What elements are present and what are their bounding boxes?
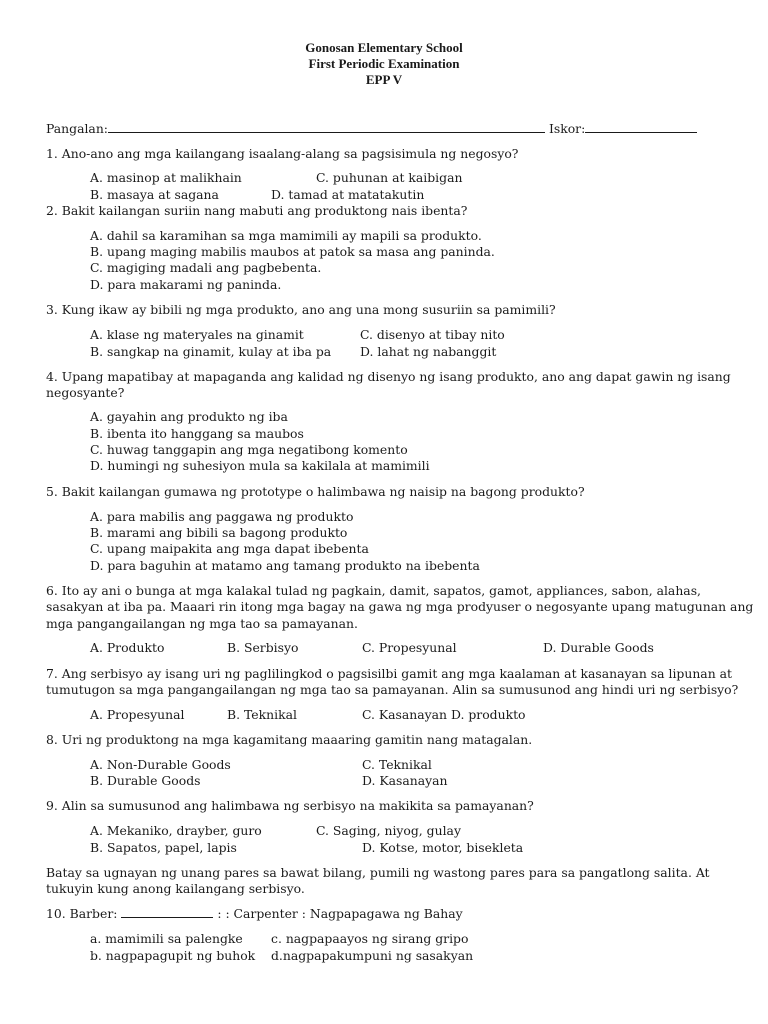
q10-choice-c: c. nagpapaayos ng sirang gripo — [271, 931, 469, 946]
question-5-stem: 5. Bakit kailangan gumawa ng prototype o halimbawa ng naisip na bagong produkto? — [46, 484, 585, 499]
question-6-stem-line1: 6. Ito ay ani o bunga at mga kalakal tulad ng pagkain, damit, sapatos, gamot, appliances, sabon, alahas, — [46, 583, 701, 598]
q9-choice-a: A. Mekaniko, drayber, guro — [90, 823, 262, 838]
q5-choice-a: A. para mabilis ang paggawa ng produkto — [90, 509, 354, 524]
q10-prefix: 10. Barber: — [46, 906, 118, 921]
question-1-stem: 1. Ano-ano ang mga kailangang isaalang-alang sa pagsisimula ng negosyo? — [46, 146, 519, 161]
question-7-stem-line2: tumutugon sa mga pangangailangan ng mga tao sa pamayanan. Alin sa sumusunod ang hindi uri ng serbisyo? — [46, 682, 739, 697]
q6-choice-d: D. Durable Goods — [543, 640, 654, 655]
question-2-stem: 2. Bakit kailangan suriin nang mabuti ang produktong nais ibenta? — [46, 203, 468, 218]
q10-choice-b: b. nagpapagupit ng buhok — [90, 948, 256, 963]
subject-title: EPP V — [365, 72, 403, 87]
question-9-stem: 9. Alin sa sumusunod ang halimbawa ng serbisyo na makikita sa pamayanan? — [46, 798, 534, 813]
score-label: Iskor: — [548, 121, 586, 136]
q9-choice-c: C. Saging, niyog, gulay — [316, 823, 461, 838]
question-4-stem-line1: 4. Upang mapatibay at mapaganda ang kalidad ng disenyo ng isang produkto, ano ang dapat gawin ng isang — [46, 369, 731, 384]
q5-choice-d: D. para baguhin at matamo ang tamang produkto na ibebenta — [90, 558, 480, 573]
q7-choice-c-d: C. Kasanayan D. produkto — [362, 707, 526, 722]
q5-choice-b: B. marami ang bibili sa bagong produkto — [90, 525, 348, 540]
q6-choice-a: A. Produkto — [90, 640, 165, 655]
q4-choice-a: A. gayahin ang produkto ng iba — [90, 409, 288, 424]
question-6-stem-line3: mga pangangailangan ng mga tao sa pamayanan. — [46, 616, 358, 631]
name-label: Pangalan: — [46, 121, 108, 136]
q7-choice-a: A. Propesyunal — [90, 707, 185, 722]
name-blank[interactable] — [108, 121, 545, 133]
q10-suffix: : : Carpenter : Nagpapagawa ng Bahay — [217, 906, 463, 921]
q6-choice-c: C. Propesyunal — [362, 640, 457, 655]
exam-title: First Periodic Examination — [308, 56, 460, 71]
q7-choice-b: B. Teknikal — [227, 707, 297, 722]
school-name: Gonosan Elementary School — [305, 40, 463, 55]
q1-choice-a: A. masinop at malikhain — [90, 170, 242, 185]
question-3-stem: 3. Kung ikaw ay bibili ng mga produkto, ano ang una mong susuriin sa pamimili? — [46, 302, 556, 317]
q8-choice-d: D. Kasanayan — [362, 773, 448, 788]
q3-choice-c: C. disenyo at tibay nito — [360, 327, 505, 342]
q5-choice-c: C. upang maipakita ang mga dapat ibebenta — [90, 541, 369, 556]
q3-choice-b: B. sangkap na ginamit, kulay at iba pa — [90, 344, 332, 359]
q10-choice-a: a. mamimili sa palengke — [90, 931, 243, 946]
q3-choice-a: A. klase ng materyales na ginamit — [90, 327, 304, 342]
instructions-line1: Batay sa ugnayan ng unang pares sa bawat bilang, pumili ng wastong pares para sa pangatlong salita. At — [46, 865, 710, 880]
question-8-stem: 8. Uri ng produktong na mga kagamitang maaaring gamitin nang matagalan. — [46, 732, 533, 747]
q1-choice-b: B. masaya at sagana — [90, 187, 219, 202]
q4-choice-d: D. humingi ng suhesiyon mula sa kakilala at mamimili — [90, 458, 430, 473]
q8-choice-a: A. Non-Durable Goods — [90, 757, 231, 772]
q10-choice-d: d.nagpapakumpuni ng sasakyan — [271, 948, 474, 963]
q9-choice-d: D. Kotse, motor, bisekleta — [362, 840, 524, 855]
q6-choice-b: B. Serbisyo — [227, 640, 299, 655]
question-6-stem-line2: sasakyan at iba pa. Maaari rin itong mga bagay na gawa ng mga prodyuser o negosyante upang matugunan ang — [46, 599, 754, 614]
q1-choice-c: C. puhunan at kaibigan — [316, 170, 463, 185]
q10-answer-blank[interactable] — [121, 906, 213, 918]
score-blank[interactable] — [585, 121, 697, 133]
instructions-line2: tukuyin kung anong kailangang serbisyo. — [46, 881, 305, 896]
q4-choice-c: C. huwag tanggapin ang mga negatibong komento — [90, 442, 408, 457]
q2-choice-a: A. dahil sa karamihan sa mga mamimili ay mapili sa produkto. — [90, 228, 482, 243]
question-7-stem-line1: 7. Ang serbisyo ay isang uri ng paglilingkod o pagsisilbi gamit ang mga kaalaman at kasanayan sa lipunan at — [46, 666, 732, 681]
question-10-stem — [46, 906, 463, 923]
question-4-stem-line2: negosyante? — [46, 385, 125, 400]
q2-choice-c: C. magiging madali ang pagbebenta. — [90, 260, 322, 275]
q4-choice-b: B. ibenta ito hanggang sa maubos — [90, 426, 304, 441]
q2-choice-d: D. para makarami ng paninda. — [90, 277, 282, 292]
q8-choice-b: B. Durable Goods — [90, 773, 201, 788]
q1-choice-d: D. tamad at matatakutin — [271, 187, 425, 202]
q2-choice-b: B. upang maging mabilis maubos at patok sa masa ang paninda. — [90, 244, 495, 259]
q8-choice-c: C. Teknikal — [362, 757, 432, 772]
q3-choice-d: D. lahat ng nabanggit — [360, 344, 497, 359]
q9-choice-b: B. Sapatos, papel, lapis — [90, 840, 237, 855]
name-score-line — [46, 121, 697, 138]
